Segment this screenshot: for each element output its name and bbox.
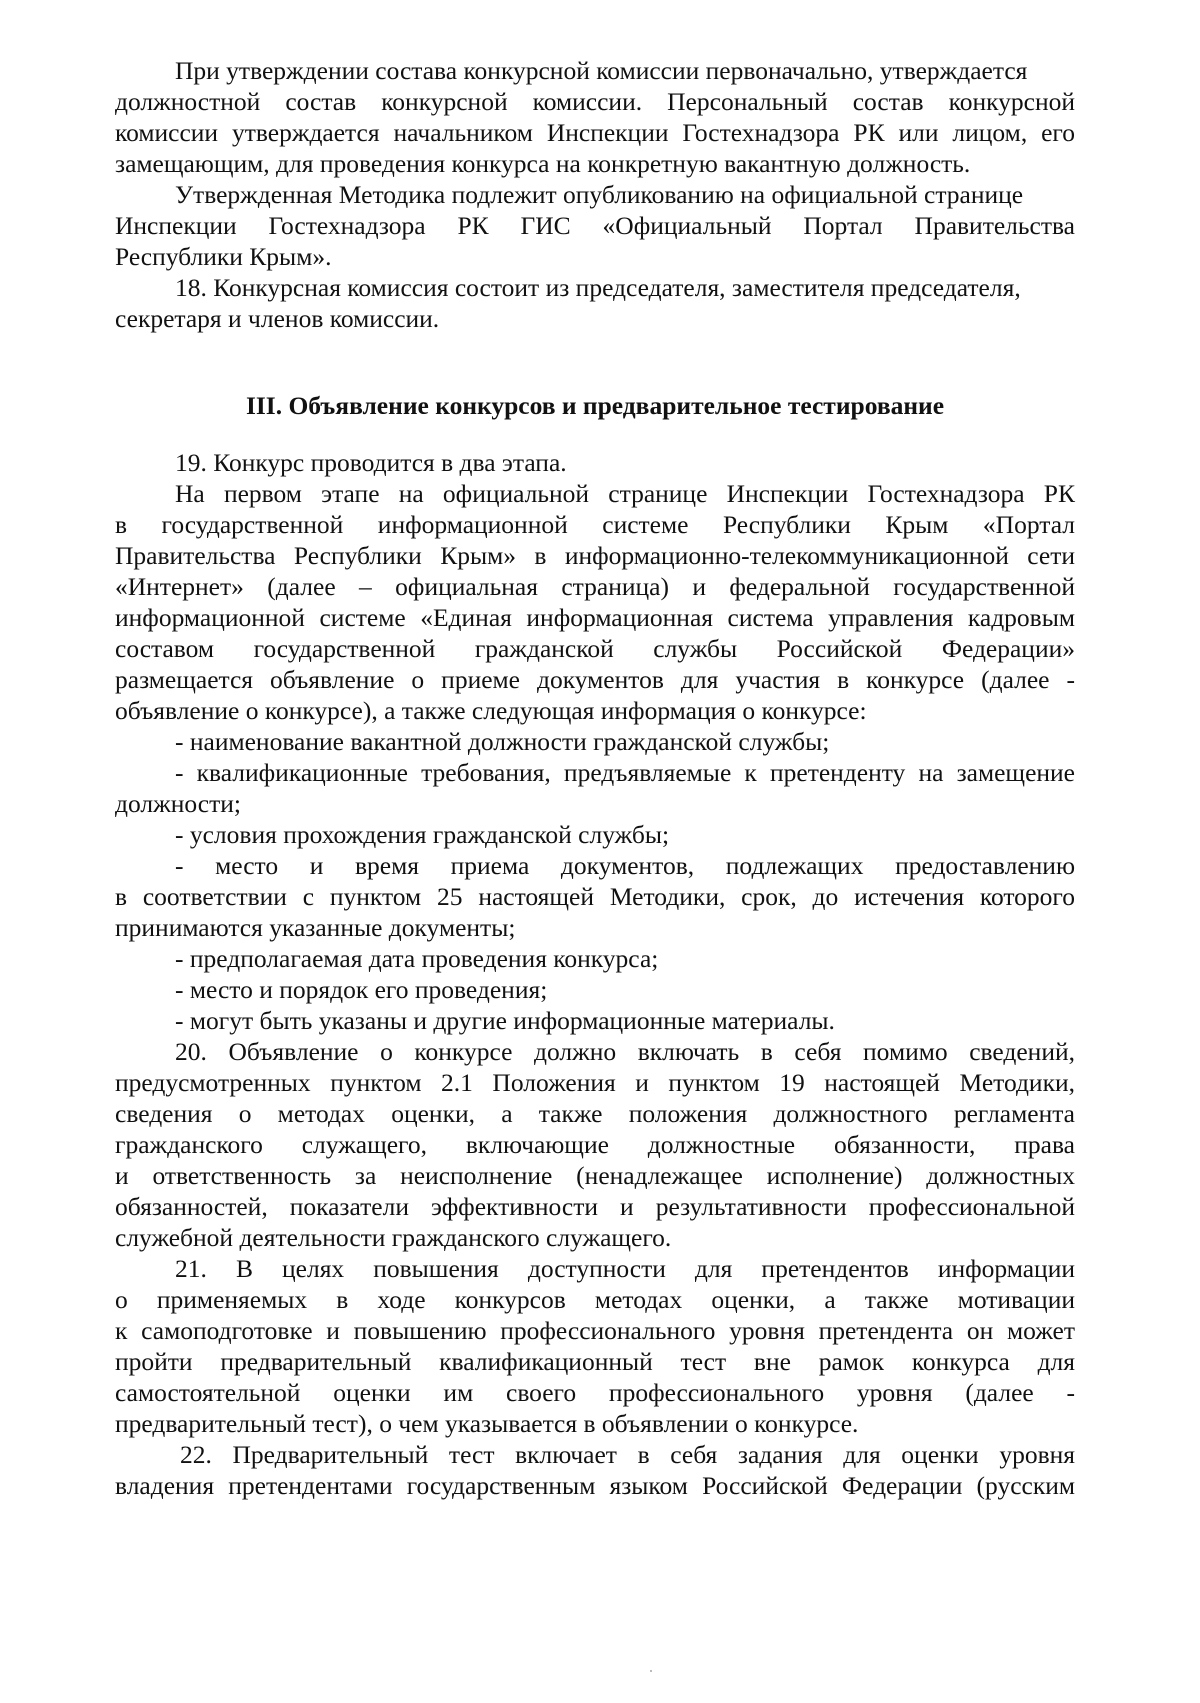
text-line: сведения о методах оценки, а также положения должностного регламента: [115, 1099, 1075, 1128]
list-item: - наименование вакантной должности гражданской службы;: [175, 727, 830, 756]
text-line: 18. Конкурсная комиссия состоит из председателя, заместителя председателя,: [175, 273, 1021, 302]
list-item: - квалификационные требования, предъявляемые к претенденту на замещение: [175, 758, 1075, 787]
text-line: 20. Объявление о конкурсе должно включать в себя помимо сведений,: [175, 1037, 1075, 1066]
text-line: о применяемых в ходе конкурсов методах оценки, а также мотивации: [115, 1285, 1075, 1314]
text-line: Правительства Республики Крым» в информационно-телекоммуникационной сети: [115, 541, 1075, 570]
text-line: к самоподготовке и повышению профессионального уровня претендента он может: [115, 1316, 1075, 1345]
text-line: 22. Предварительный тест включает в себя задания для оценки уровня: [180, 1440, 1075, 1469]
text-line: принимаются указанные документы;: [115, 913, 516, 942]
text-line: должностной состав конкурсной комиссии. Персональный состав конкурсной: [115, 87, 1075, 116]
text-line: На первом этапе на официальной странице Инспекции Гостехнадзора РК: [175, 479, 1075, 508]
list-item: - условия прохождения гражданской службы;: [175, 820, 670, 849]
text-line: и ответственность за неисполнение (ненадлежащее исполнение) должностных: [115, 1161, 1075, 1190]
text-line: Республики Крым».: [115, 242, 332, 271]
text-line: информационной системе «Единая информационная система управления кадровым: [115, 603, 1075, 632]
text-line: предусмотренных пунктом 2.1 Положения и пунктом 19 настоящей Методики,: [115, 1068, 1075, 1097]
text-line: При утверждении состава конкурсной комиссии первоначально, утверждается: [175, 56, 1028, 85]
text-line: в соответствии с пунктом 25 настоящей Методики, срок, до истечения которого: [115, 882, 1075, 911]
list-item: - место и порядок его проведения;: [175, 975, 548, 1004]
scan-speck: [650, 1670, 652, 1672]
text-line: секретаря и членов комиссии.: [115, 304, 440, 333]
text-line: «Интернет» (далее – официальная страница) и федеральной государственной: [115, 572, 1075, 601]
list-item: - предполагаемая дата проведения конкурса;: [175, 944, 659, 973]
text-line: самостоятельной оценки им своего профессионального уровня (далее -: [115, 1378, 1075, 1407]
text-line: владения претендентами государственным языком Российской Федерации (русским: [115, 1471, 1075, 1500]
text-line: размещается объявление о приеме документов для участия в конкурсе (далее -: [115, 665, 1075, 694]
list-item: - могут быть указаны и другие информационные материалы.: [175, 1006, 835, 1035]
text-line: комиссии утверждается начальником Инспекции Гостехнадзора РК или лицом, его: [115, 118, 1075, 147]
text-line: объявление о конкурсе), а также следующая информация о конкурсе:: [115, 696, 867, 725]
text-line: Утвержденная Методика подлежит опубликованию на официальной странице: [175, 180, 1024, 209]
text-line: гражданского служащего, включающие должностные обязанности, права: [115, 1130, 1075, 1159]
text-line: замещающим, для проведения конкурса на конкретную вакантную должность.: [115, 149, 971, 178]
text-line: должности;: [115, 789, 241, 818]
text-line: Инспекции Гостехнадзора РК ГИС «Официальный Портал Правительства: [115, 211, 1075, 240]
text-line: обязанностей, показатели эффективности и результативности профессиональной: [115, 1192, 1075, 1221]
text-line: 21. В целях повышения доступности для претендентов информации: [175, 1254, 1075, 1283]
text-line: составом государственной гражданской службы Российской Федерации»: [115, 634, 1075, 663]
text-line: служебной деятельности гражданского служащего.: [115, 1223, 672, 1252]
text-line: пройти предварительный квалификационный тест вне рамок конкурса для: [115, 1347, 1075, 1376]
text-line: в государственной информационной системе Республики Крым «Портал: [115, 510, 1075, 539]
list-item: - место и время приема документов, подлежащих предоставлению: [175, 851, 1075, 880]
text-line: 19. Конкурс проводится в два этапа.: [175, 448, 567, 477]
text-line: предварительный тест), о чем указывается в объявлении о конкурсе.: [115, 1409, 859, 1438]
section-heading: III. Объявление конкурсов и предварительное тестирование: [245, 391, 945, 420]
